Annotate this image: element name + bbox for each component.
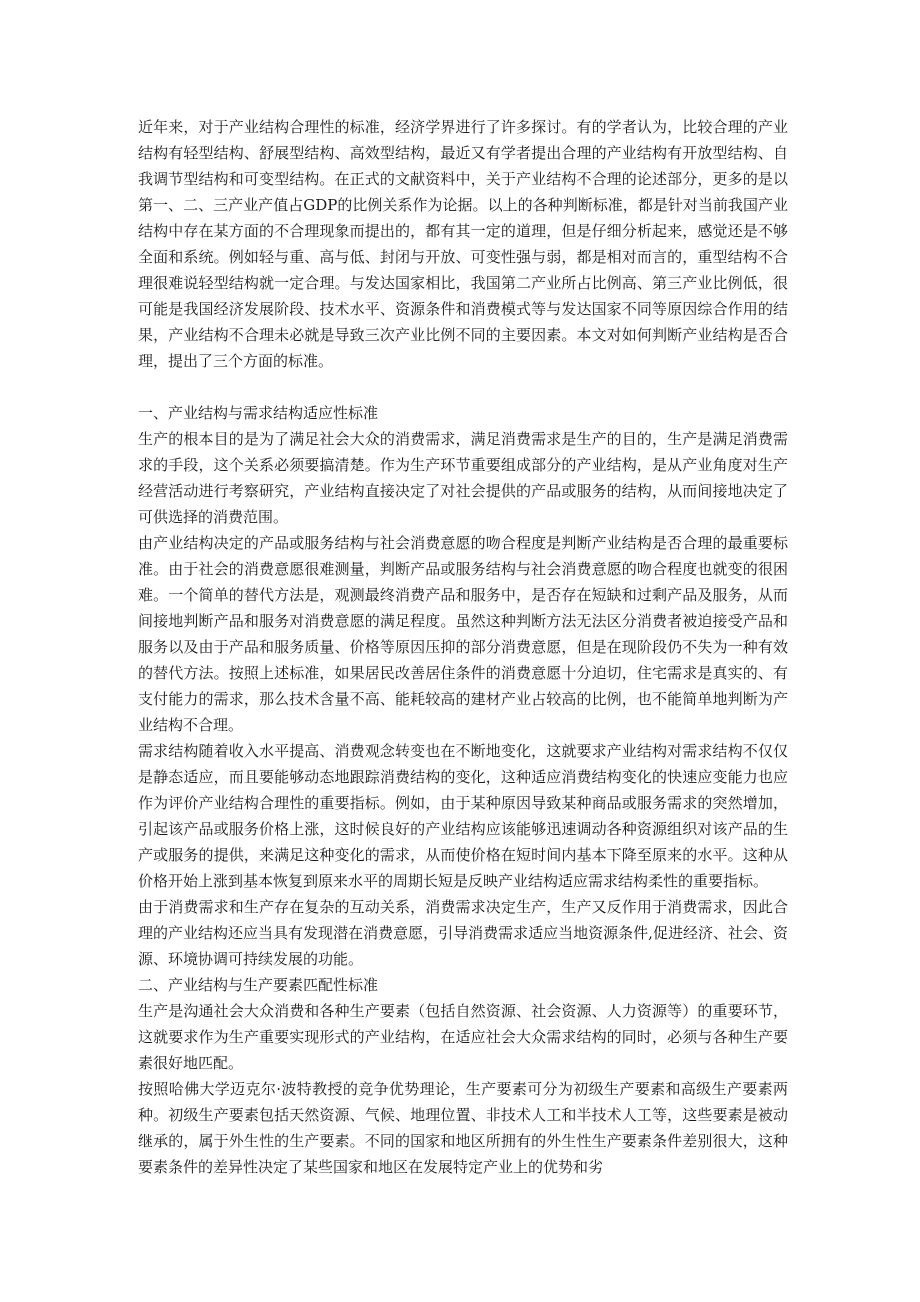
section-heading-production-factors: 二、产业结构与生产要素匹配性标准 <box>138 976 379 994</box>
section2-paragraph-2: 按照哈佛大学迈克尔·波特教授的竞争优势理论，生产要素可分为初级生产要素和高级生产要素两种。初级生产要素包括天然资源、气候、地理位置、非技术人工和半技术人工等，这些要素是被动继承的，属于外生性的生产要素。不同的国家和地区所拥有的外生性生产要素条件差别很大，这种要素条件的差异性决定了某些国家和地区在发展特定产业上的优势和劣 <box>138 1080 788 1176</box>
section1-paragraph-3: 需求结构随着收入水平提高、消费观念转变也在不断地变化，这就要求产业结构对需求结构不仅仅是静态适应，而且要能够动态地跟踪消费结构的变化，这种适应消费结构变化的快速应变能力也应作为评价产业结构合理性的重要指标。例如，由于某种原因导致某种商品或服务需求的突然增加，引起该产品或服务价格上涨，这时候良好的产业结构应该能够迅速调动各种资源组织对该产品的生产或服务的提供，来满足这种变化的需求，从而使价格在短时间内基本下降至原来的水平。这种从价格开始上涨到基本恢复到原来水平的周期长短是反映产业结构适应需求结构柔性的重要指标。 <box>138 742 788 890</box>
section1-paragraph-4: 由于消费需求和生产存在复杂的互动关系，消费需求决定生产，生产又反作用于消费需求，因此合理的产业结构还应当具有发现潜在消费意愿，引导消费需求适应当地资源条件,促进经济、社会、资源、环境协调可持续发展的功能。 <box>138 898 788 968</box>
intro-paragraph: 近年来，对于产业结构合理性的标准，经济学界进行了许多探讨。有的学者认为，比较合理的产业结构有轻型结构、舒展型结构、高效型结构，最近又有学者提出合理的产业结构有开放型结构、自我调节型结构和可变型结构。在正式的文献资料中，关于产业结构不合理的论述部分，更多的是以第一、二、三产业产值占GDP的比例关系作为论据。以上的各种判断标准，都是针对当前我国产业结构中存在某方面的不合理现象而提出的，都有其一定的道理，但是仔细分析起来，感觉还是不够全面和系统。例如轻与重、高与低、封闭与开放、可变性强与弱，都是相对而言的，重型结构不合理很难说轻型结构就一定合理。与发达国家相比，我国第二产业所占比例高、第三产业比例低，很可能是我国经济发展阶段、技术水平、资源条件和消费模式等与发达国家不同等原因综合作用的结果，产业结构不合理未必就是导致三次产业比例不同的主要因素。本文对如何判断产业结构是否合理，提出了三个方面的标准。 <box>138 118 788 370</box>
document-body <box>138 114 788 1180</box>
section1-paragraph-1: 生产的根本目的是为了满足社会大众的消费需求，满足消费需求是生产的目的，生产是满足消费需求的手段，这个关系必须要搞清楚。作为生产环节重要组成部分的产业结构，是从产业角度对生产经营活动进行考察研究，产业结构直接决定了对社会提供的产品或服务的结构，从而间接地决定了可供选择的消费范围。 <box>138 430 788 526</box>
section2-paragraph-1: 生产是沟通社会大众消费和各种生产要素（包括自然资源、社会资源、人力资源等）的重要环节，这就要求作为生产重要实现形式的产业结构，在适应社会大众需求结构的同时，必须与各种生产要素很好地匹配。 <box>138 1002 788 1072</box>
paragraph-spacer <box>138 374 788 400</box>
section1-paragraph-2: 由产业结构决定的产品或服务结构与社会消费意愿的吻合程度是判断产业结构是否合理的最重要标准。由于社会的消费意愿很难测量，判断产品或服务结构与社会消费意愿的吻合程度也就变的很困难。一个简单的替代方法是，观测最终消费产品和服务中，是否存在短缺和过剩产品及服务，从而间接地判断产品和服务对消费意愿的满足程度。虽然这种判断方法无法区分消费者被迫接受产品和服务以及由于产品和服务质量、价格等原因压抑的部分消费意愿，但是在现阶段仍不失为一种有效的替代方法。按照上述标准，如果居民改善居住条件的消费意愿十分迫切，住宅需求是真实的、有支付能力的需求，那么技术含量不高、能耗较高的建材产业占较高的比例，也不能简单地判断为产业结构不合理。 <box>138 534 788 734</box>
section-heading-demand: 一、产业结构与需求结构适应性标准 <box>138 404 379 422</box>
